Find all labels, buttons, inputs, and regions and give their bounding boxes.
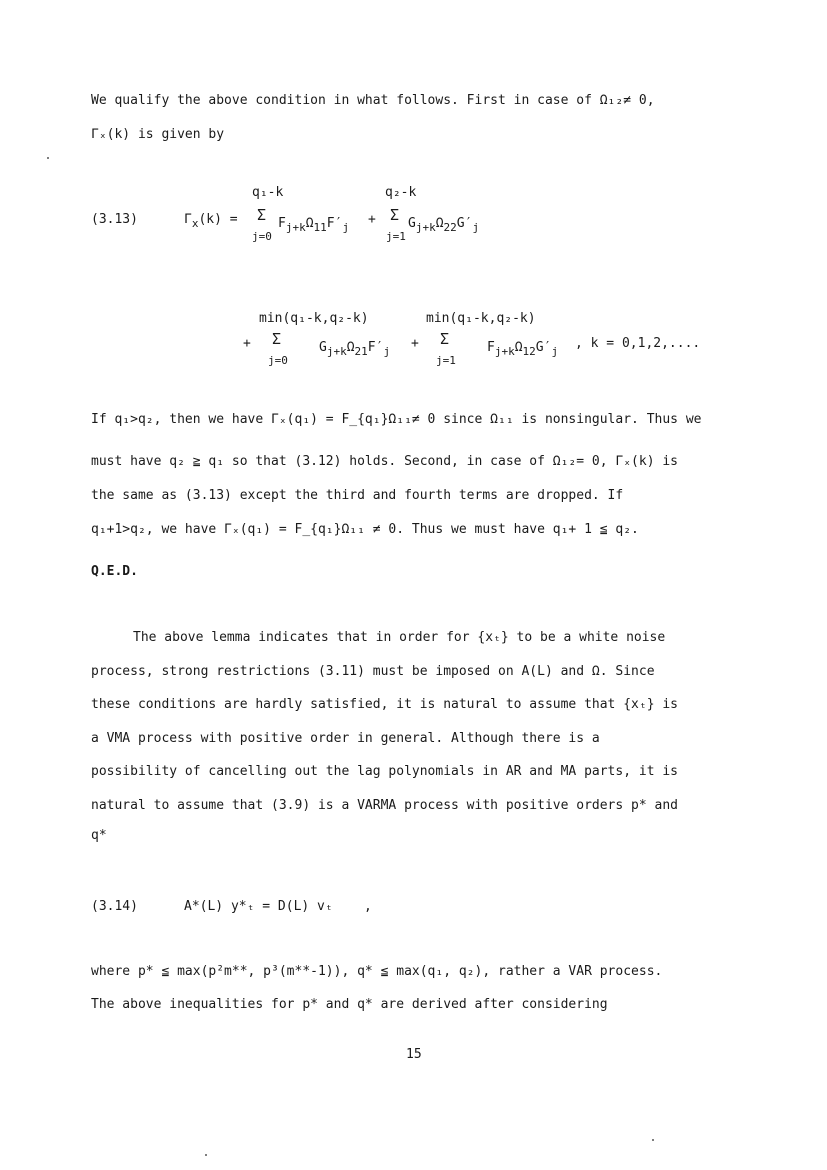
sigma-icon: Σ: [440, 330, 450, 348]
text-line-9: [91, 664, 731, 680]
text-line-8: The above lemma indicates that in order for {xₜ} to be a white noise: [133, 630, 666, 645]
eq-plus-2: +: [243, 336, 251, 351]
eq-sum4-lower: j=1: [436, 354, 456, 367]
page-number: 15: [406, 1047, 422, 1062]
text-line-10-content: these conditions are hardly satisfied, it is natural to assume that {xₜ} is: [91, 697, 678, 712]
text-line-1: [91, 93, 731, 109]
text-line-13: [91, 798, 731, 814]
sigma-icon: Σ: [272, 330, 282, 348]
text-line-12-content: possibility of cancelling out the lag polynomials in AR and MA parts, it is: [91, 764, 678, 779]
text-line-3: [91, 412, 731, 428]
eq-sum1-upper: q₁-k: [252, 185, 284, 200]
scan-speck: [652, 1139, 654, 1141]
eq-3-14-body: A*(L) y*ₜ = D(L) vₜ ,: [184, 899, 372, 914]
text-line-13-content: natural to assume that (3.9) is a VARMA process with positive orders p* and: [91, 798, 678, 813]
eq-3-14-label: (3.14): [91, 899, 138, 914]
eq-k-range: , k = 0,1,2,....: [575, 336, 701, 351]
text-line-15-content: where p* ≦ max(p²m**, p³(m**-1)), q* ≦ max(q₁, q₂), rather a VAR process.: [91, 964, 663, 979]
eq-sum3-upper: min(q₁-k,q₂-k): [259, 311, 369, 326]
text-line-5: [91, 488, 731, 504]
eq-sum2-lower: j=1: [386, 230, 406, 243]
text-line-4-content: must have q₂ ≧ q₁ so that (3.12) holds. Second, in case of Ω₁₂= 0, Γₓ(k) is: [91, 454, 678, 469]
eq-sum1-lower: j=0: [252, 230, 272, 243]
text-line-5-content: the same as (3.13) except the third and fourth terms are dropped. If: [91, 488, 624, 503]
eq-3-13-lhs: $\Gamma_x(k)$ =: [184, 212, 238, 230]
text-line-6-content: q₁+1>q₂, we have Γₓ(q₁) = F_{q₁}Ω₁₁ ≠ 0. Thus we must have q₁+ 1 ≦ q₂.: [91, 522, 639, 537]
text-line-11-content: a VMA process with positive order in general. Although there is a: [91, 731, 600, 746]
eq-term1: $F_{j+k}\Omega_{11}F'_j$: [278, 216, 350, 234]
scan-speck: [205, 1154, 207, 1156]
text-line-4: [91, 454, 731, 470]
eq-term4: $F_{j+k}\Omega_{12}G'_j$: [487, 340, 559, 358]
scan-speck: [47, 157, 49, 159]
text-line-12: [91, 764, 731, 780]
eq-plus-3: +: [411, 336, 419, 351]
text-line-3-content: If q₁>q₂, then we have Γₓ(q₁) = F_{q₁}Ω₁₁≠ 0 since Ω₁₁ is nonsingular. Thus we: [91, 412, 702, 427]
text-line-16: [91, 997, 731, 1013]
eq-term3: $G_{j+k}\Omega_{21}F'_j$: [319, 340, 391, 358]
eq-sum2-upper: q₂-k: [385, 185, 417, 200]
text-line-6: [91, 522, 731, 538]
text-line-10: [91, 697, 731, 713]
text-line-16-content: The above inequalities for p* and q* are derived after considering: [91, 997, 608, 1012]
text-line-9-content: process, strong restrictions (3.11) must be imposed on A(L) and Ω. Since: [91, 664, 655, 679]
text-line-1-content: We qualify the above condition in what follows. First in case of Ω₁₂≠ 0,: [91, 93, 655, 108]
eq-term2: $G_{j+k}\Omega_{22}G'_j$: [408, 216, 480, 234]
sigma-icon: Σ: [257, 206, 267, 224]
text-line-14: q*: [91, 828, 107, 843]
sigma-icon: Σ: [390, 206, 400, 224]
eq-3-13-label: (3.13): [91, 212, 138, 227]
eq-sum3-lower: j=0: [268, 354, 288, 367]
qed-marker: Q.E.D.: [91, 564, 138, 579]
text-line-2: Γₓ(k) is given by: [91, 127, 225, 142]
eq-sum4-upper: min(q₁-k,q₂-k): [426, 311, 536, 326]
text-line-11: [91, 731, 731, 747]
text-line-15: [91, 964, 731, 980]
eq-plus-1: +: [368, 212, 376, 227]
